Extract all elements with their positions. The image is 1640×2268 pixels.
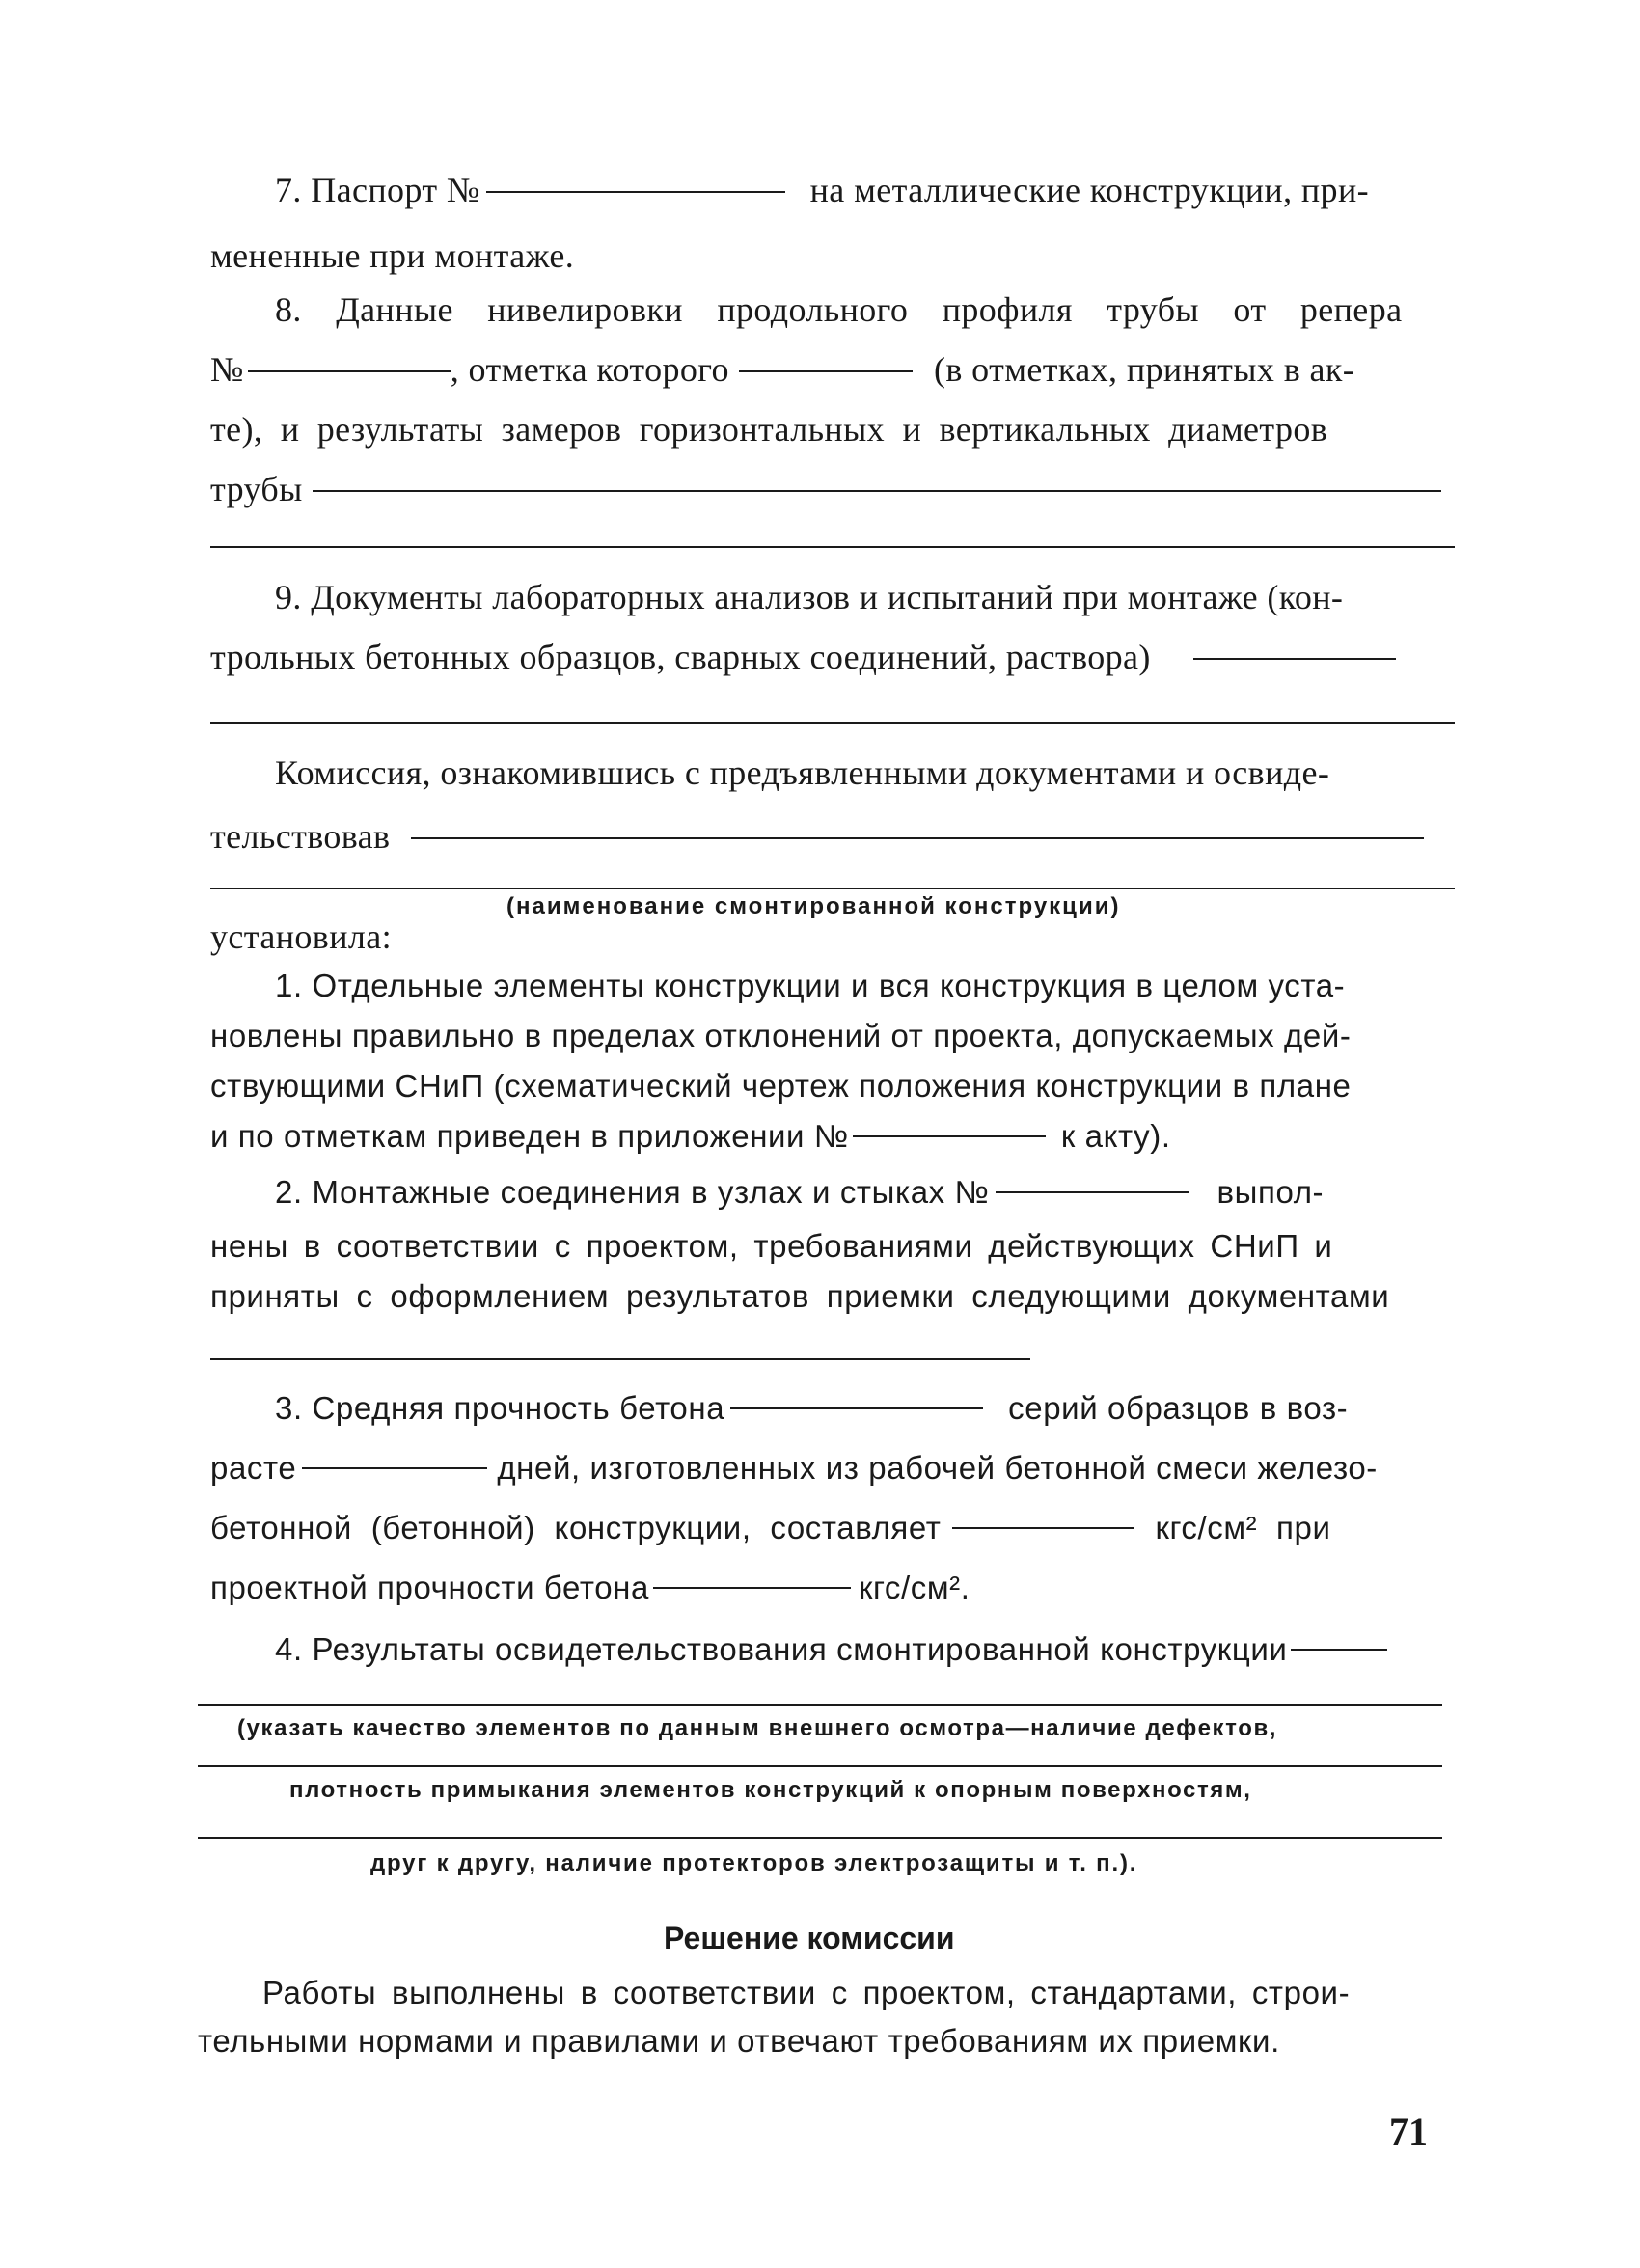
finding-3-line-2 <box>210 1449 1378 1488</box>
item-8-number-sign: № <box>210 350 244 389</box>
finding-2-continued: выпол- <box>1216 1174 1325 1210</box>
inspection-caption-1: (указать качество элементов по данным внешнего осмотра—наличие дефектов, <box>237 1715 1278 1741</box>
item-8-line-1-text: 8. Данные нивелировки продольного профиля трубы от репера <box>275 290 1403 329</box>
finding-3-days-text: дней, изготовленных из рабочей бетонной смеси железо- <box>497 1450 1378 1486</box>
item-9-continuation-rule <box>210 722 1455 724</box>
benchmark-mark-blank <box>739 370 913 372</box>
item-9-line-2-text: трольных бетонных образцов, сварных соединений, раствора) <box>210 638 1151 676</box>
finding-2-line-1 <box>275 1173 1324 1212</box>
finding-3-design-strength-label: проектной прочности бетона <box>210 1570 649 1605</box>
measured-strength-blank <box>952 1527 1134 1529</box>
item-8-continuation-rule <box>210 546 1455 548</box>
finding-3-line-4 <box>210 1569 970 1607</box>
structure-name-caption: (наименование смонтированной конструкции) <box>506 893 1121 919</box>
decision-heading: Решение комиссии <box>664 1921 955 1955</box>
item-8-note: (в отметках, принятых в ак- <box>933 350 1355 389</box>
item-9-line-1: 9. Документы лабораторных анализов и испытаний при монтаже (кон- <box>275 578 1344 616</box>
concrete-strength-blank <box>730 1407 983 1409</box>
inspection-rule-2 <box>198 1765 1442 1767</box>
pipe-measurements-blank <box>313 490 1441 492</box>
benchmark-number-blank <box>248 370 451 372</box>
finding-3-composes-label: бетонной (бетонной) конструкции, составляет <box>210 1510 942 1545</box>
inspection-rule-3 <box>198 1837 1442 1839</box>
acceptance-documents-rule <box>210 1358 1030 1360</box>
finding-3-line-1 <box>275 1389 1348 1428</box>
finding-2-line-2: нены в соответствии с проектом, требованиями действующих СНиП и <box>210 1228 1333 1264</box>
finding-2-label: 2. Монтажные соединения в узлах и стыках № <box>275 1174 990 1210</box>
inspection-caption-3: друг к другу, наличие протекторов электрозащиты и т. п.). <box>370 1850 1138 1876</box>
item-8-line-4 <box>210 469 1441 509</box>
finding-1-appendix-label: и по отметкам приведен в приложении № <box>210 1118 849 1154</box>
item-8-mark-label: , отметка которого <box>450 350 729 389</box>
structure-name-blank <box>411 837 1424 839</box>
finding-1-line-4 <box>210 1117 1171 1156</box>
finding-3-age-label: расте <box>210 1450 297 1486</box>
finding-3-unit-at: кгс/см² при <box>1155 1510 1331 1545</box>
finding-2-line-3: приняты с оформлением результатов приемки следующими документами <box>210 1278 1390 1314</box>
commission-line-2 <box>210 816 1424 857</box>
established-label: установила: <box>210 917 393 956</box>
inspection-rule-1 <box>198 1704 1442 1706</box>
decision-line-2: тельными нормами и правилами и отвечают требованиям их приемки. <box>198 2023 1280 2059</box>
finding-3-label: 3. Средняя прочность бетона <box>275 1390 725 1426</box>
item-7-label: 7. Паспорт № <box>275 171 480 209</box>
finding-3-unit: кгс/см². <box>858 1570 970 1605</box>
decision-line-1: Работы выполнены в соответствии с проектом, стандартами, строи- <box>262 1975 1351 2010</box>
age-days-blank <box>302 1467 487 1469</box>
design-strength-blank <box>653 1587 851 1589</box>
item-8-pipe-label: трубы <box>210 470 303 508</box>
item-7-text: на металлические конструкции, при- <box>809 171 1370 209</box>
finding-3-series-text: серий образцов в воз- <box>1008 1390 1349 1426</box>
item-8-line-2 <box>210 349 1354 390</box>
page-number: 71 <box>1389 2110 1428 2153</box>
joints-number-blank <box>996 1191 1189 1193</box>
appendix-number-blank <box>853 1135 1046 1137</box>
commission-line-1: Комиссия, ознакомившись с предъявленными документами и освиде- <box>275 753 1330 792</box>
passport-number-blank <box>486 191 785 193</box>
inspection-results-blank <box>1291 1649 1387 1651</box>
finding-1-to-act: к акту). <box>1060 1118 1171 1154</box>
item-8-line-3: те), и результаты замеров горизонтальных и вертикальных диаметров <box>210 410 1328 449</box>
item-7-line-1 <box>275 170 1369 210</box>
item-7-line-2: мененные при монтаже. <box>210 236 575 275</box>
finding-4-line-1 <box>275 1630 1387 1669</box>
finding-4-label: 4. Результаты освидетельствования смонтированной конструкции <box>275 1631 1288 1667</box>
inspection-caption-2: плотность примыкания элементов конструкций к опорным поверхностям, <box>289 1777 1252 1803</box>
finding-1-line-3: ствующими СНиП (схематический чертеж положения конструкции в плане <box>210 1068 1352 1104</box>
item-9-line-2 <box>210 637 1396 677</box>
structure-name-rule <box>210 888 1455 889</box>
finding-1-line-1: 1. Отдельные элементы конструкции и вся конструкция в целом уста- <box>275 968 1346 1003</box>
finding-1-line-2: новлены правильно в пределах отклонений от проекта, допускаемых дей- <box>210 1018 1352 1053</box>
item-8-line-1 <box>275 289 1452 330</box>
commission-examined-label: тельствовав <box>210 817 391 856</box>
finding-3-line-3 <box>210 1509 1331 1547</box>
lab-documents-blank <box>1193 658 1396 660</box>
